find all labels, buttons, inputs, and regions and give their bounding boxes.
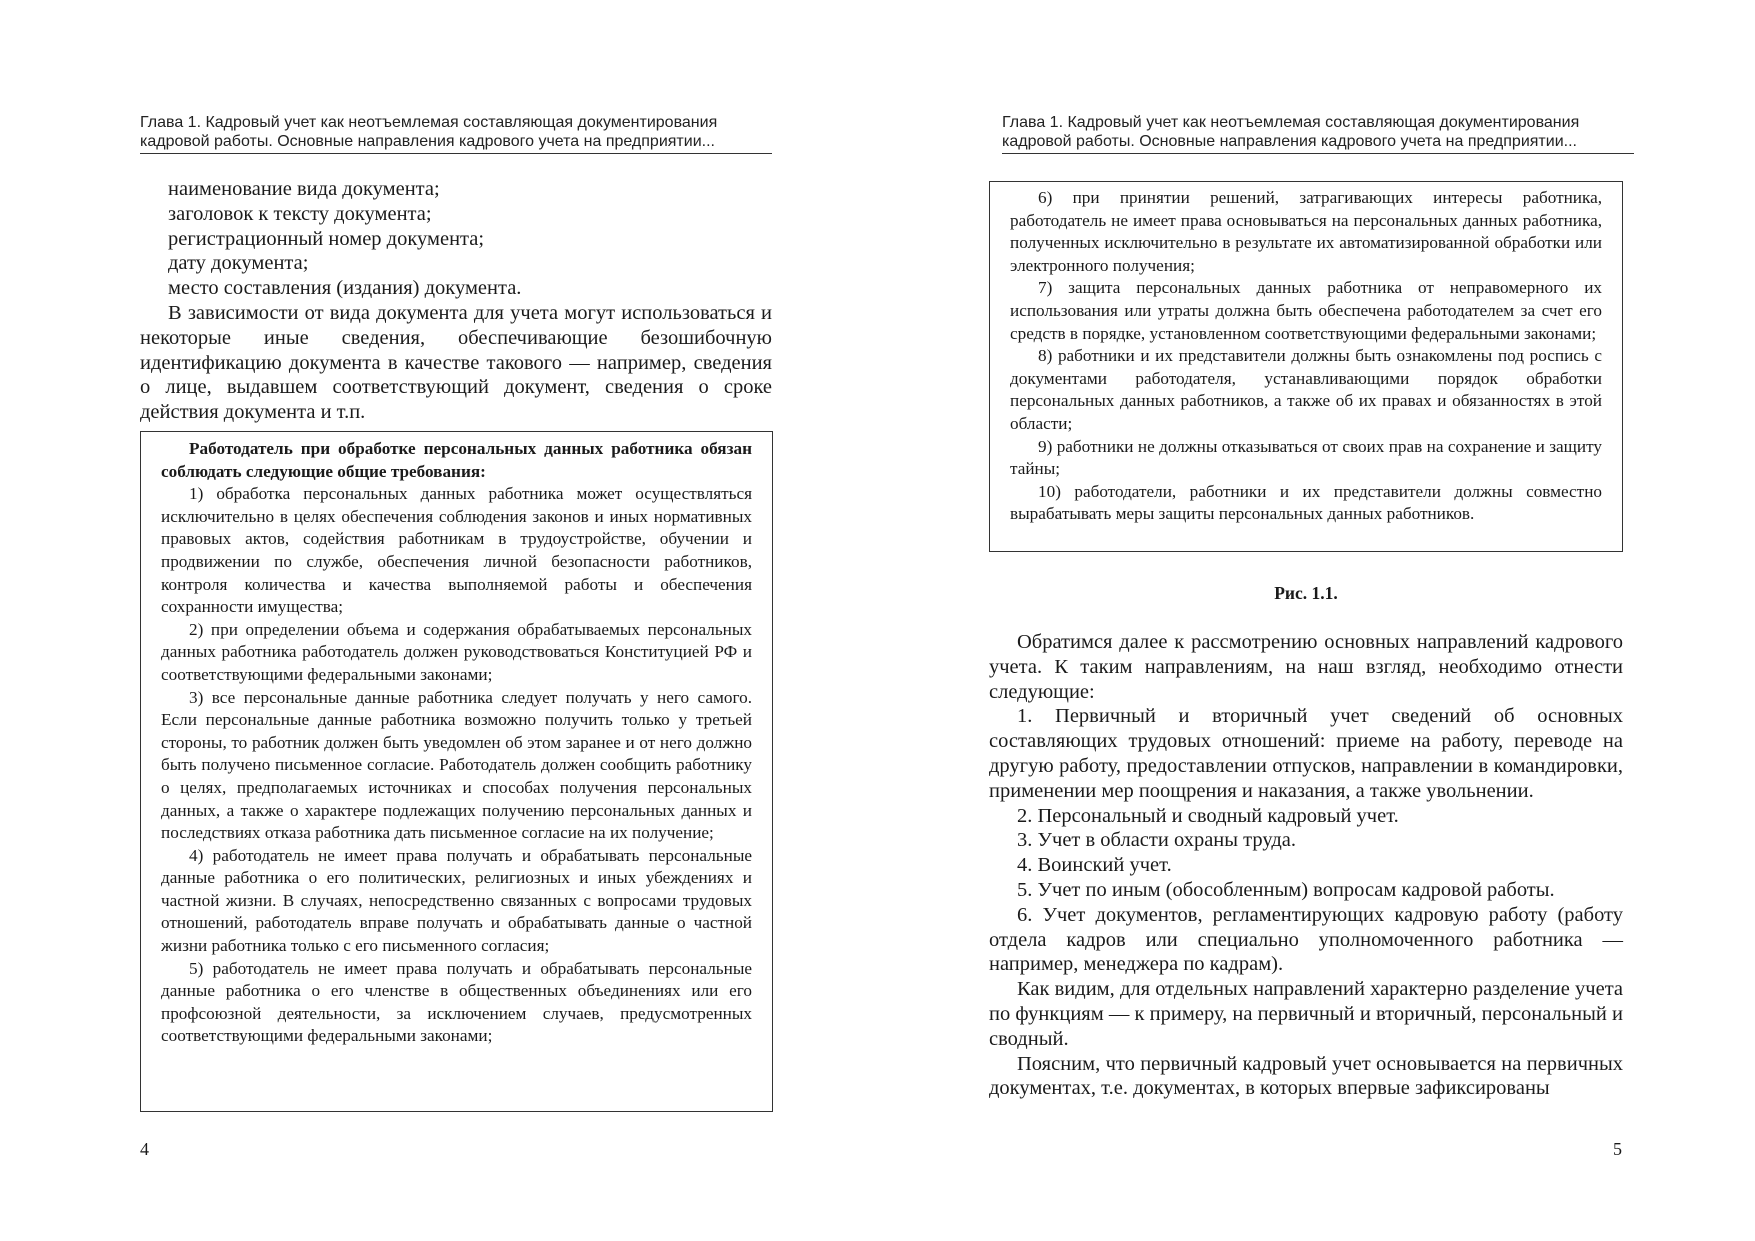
list-item: заголовок к тексту документа; bbox=[168, 202, 432, 225]
right-page bbox=[877, 0, 1755, 1241]
list-item: регистрационный номер документа; bbox=[168, 227, 485, 250]
running-head bbox=[1002, 113, 1634, 154]
box-item: 1) обработка персональных данных работника может осуществляться исключительно в целях обеспечения соблюдения законов и иных нормативных правовых актов, содействия работникам в трудоустройстве, обучении и продвижении по службе, обеспечения личной безопасности работников, контроля количества и качества выполняемой работы и обеспечения сохранности имущества; bbox=[161, 484, 752, 617]
figure-caption: Рис. 1.1. bbox=[1274, 583, 1338, 603]
requirements-box bbox=[140, 431, 773, 1112]
running-head bbox=[140, 113, 772, 154]
body-text bbox=[140, 177, 772, 425]
paragraph: Обратимся далее к рассмотрению основных направлений кадрового учета. К таким направлениям, на наш взгляд, необходимо отнести следующие: bbox=[989, 631, 1623, 703]
numbered-item: 2. Персональный и сводный кадровый учет. bbox=[1017, 804, 1399, 827]
paragraph: В зависимости от вида документа для учета могут использоваться и некоторые иные сведения, обеспечивающие безошибочную идентификацию документа в качестве такового — например, сведения о лице, выдавшем соответствующий документ, сведения о сроке действия документа и т.п. bbox=[140, 301, 772, 424]
list-item: место составления (издания) документа. bbox=[168, 277, 522, 300]
left-page bbox=[0, 0, 877, 1241]
paragraph: Поясним, что первичный кадровый учет основывается на первичных документах, т.е. документах, в которых впервые зафиксированы bbox=[989, 1052, 1623, 1100]
page-number: 5 bbox=[1613, 1139, 1622, 1159]
list-item: наименование вида документа; bbox=[168, 178, 440, 200]
box-item: 6) при принятии решений, затрагивающих интересы работника, работодатель не имеет права основываться на персональных данных работника, полученных исключительно в результате их автоматизированной обработки или электронного получения; bbox=[1010, 188, 1602, 275]
box-item: 3) все персональные данные работника следует получать у него самого. Если персональные данные работника возможно получить только у третьей стороны, то работник должен быть уведомлен об этом заранее и от него должно быть получено письменное согласие. Работодатель должен сообщить работнику о целях, предполагаемых источниках и способах получения персональных данных, а также о характере подлежащих получению персональных данных и последствиях отказа работника дать письменное согласие на их получение; bbox=[161, 687, 752, 843]
box-item: 10) работодатели, работники и их представители должны совместно вырабатывать меры защиты персональных данных работников. bbox=[1010, 481, 1602, 524]
box-item: 4) работодатель не имеет права получать и обрабатывать персональные данные работника о его политических, религиозных и иных убеждениях и частной жизни. В случаях, непосредственно связанных с вопросами трудовых отношений, работодатель вправе получать и обрабатывать данные о частной жизни работника только с его письменного согласия; bbox=[161, 845, 752, 956]
page-number: 4 bbox=[140, 1139, 149, 1159]
box-item: 9) работники не должны отказываться от своих прав на сохранение и защиту тайны; bbox=[1010, 436, 1602, 479]
numbered-item: 4. Воинский учет. bbox=[1017, 854, 1172, 877]
numbered-item: 6. Учет документов, регламентирующих кадровую работу (работу отдела кадров или специально уполномоченного работника — например, менеджера по кадрам). bbox=[989, 903, 1623, 976]
numbered-item: 5. Учет по иным (обособленным) вопросам кадровой работы. bbox=[1017, 878, 1555, 901]
body-text bbox=[989, 630, 1623, 1101]
numbered-item: 3. Учет в области охраны труда. bbox=[1017, 829, 1296, 852]
running-head-line-2: кадровой работы. Основные направления кадрового учета на предприятии... bbox=[140, 133, 715, 150]
paragraph: Как видим, для отдельных направлений характерно разделение учета по функциям — к примеру, на первичный и вторичный, персональный и сводный. bbox=[989, 978, 1623, 1050]
list-item: дату документа; bbox=[168, 252, 309, 275]
requirements-box-continued bbox=[989, 181, 1623, 552]
box-item: 5) работодатель не имеет права получать и обрабатывать персональные данные работника о его членстве в общественных объединениях или его профсоюзной деятельности, за исключением случаев, предусмотренных соответствующими федеральными законами; bbox=[161, 958, 752, 1046]
running-head-line-1: Глава 1. Кадровый учет как неотъемлемая составляющая документирования bbox=[140, 114, 718, 131]
box-item: 8) работники и их представители должны быть ознакомлены под роспись с документами работодателя, устанавливающими порядок обработки персональных данных работников, а также об их правах и обязанностях в этой области; bbox=[1010, 346, 1602, 433]
box-item: 2) при определении объема и содержания обрабатываемых персональных данных работника работодатель должен руководствоваться Конституцией РФ и соответствующими федеральными законами; bbox=[161, 619, 752, 684]
numbered-item: 1. Первичный и вторичный учет сведений об основных составляющих трудовых отношений: приеме на работу, переводе на другую работу, предоставлении отпусков, направлении в командировки, применении мер поощрения и наказания, а также увольнении. bbox=[989, 705, 1623, 802]
running-head-line-2: кадровой работы. Основные направления кадрового учета на предприятии... bbox=[1002, 133, 1577, 150]
box-item: 7) защита персональных данных работника от неправомерного их использования или утраты должна быть обеспечена работодателем за счет его средств в порядке, установленном соответствующими федеральными законами; bbox=[1010, 278, 1602, 343]
running-head-line-1: Глава 1. Кадровый учет как неотъемлемая составляющая документирования bbox=[1002, 114, 1580, 131]
box-title: Работодатель при обработке персональных данных работника обязан соблюдать следующие общие требования: bbox=[161, 439, 752, 481]
